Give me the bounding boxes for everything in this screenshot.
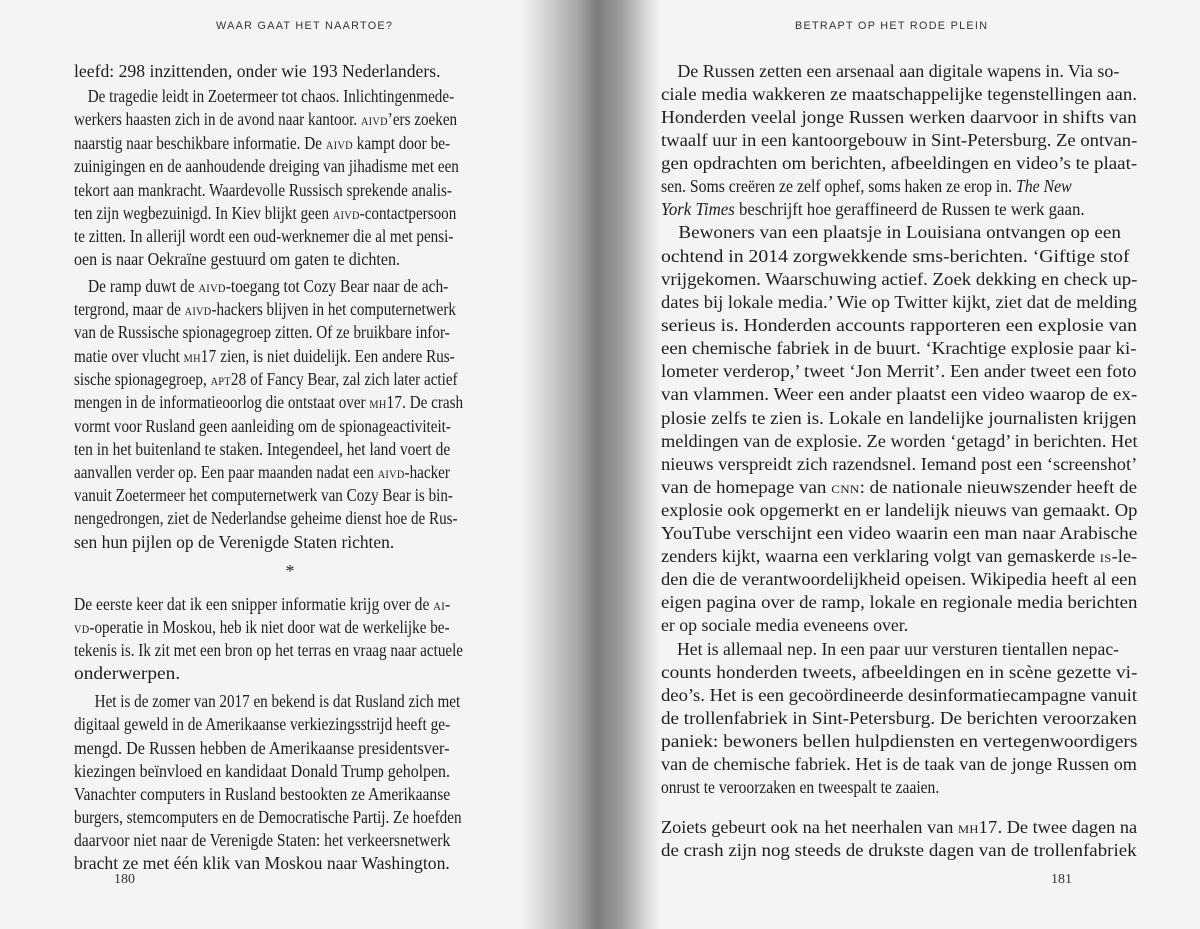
text-line: onderwerpen. — [74, 663, 181, 683]
text-line: plosie zelfs te zien is. Lokale en landelijke journalisten krijgen — [661, 408, 1137, 428]
text-line: burgers, stemcomputers en de Democratische Partij. Ze hoefden — [74, 807, 462, 827]
text-line: van de homepage van cnn: de nationale nieuwszender heeft de — [661, 477, 1138, 497]
text-line: aanvallen verder op. Een paar maanden nadat een aivd-hacker — [74, 462, 450, 482]
text-line: mengd. De Russen hebben de Amerikaanse presidentsver- — [74, 738, 450, 758]
text-line: zuinigingen en de aanhoudende dreiging van jihadisme met een — [74, 156, 459, 176]
text-line: digitaal geweld in de Amerikaanse verkiezingsstrijd heeft ge- — [74, 714, 451, 734]
text-line: ciale media wakkeren ze maatschappelijke tegenstellingen aan. — [661, 84, 1138, 104]
right-page-number: 181 — [1051, 872, 1072, 887]
text-line: van vlammen. Weer een ander plaatst een video waarop de ex- — [661, 384, 1138, 404]
text-line: YouTube verschijnt een video waarin een man naar Arabische — [661, 523, 1138, 543]
text-line: daarvoor niet naar de Verenigde Staten: het verkeersnetwerk — [74, 830, 451, 850]
text-line: De Russen zetten een arsenaal aan digitale wapens in. Via so- — [677, 61, 1120, 81]
text-line: bracht ze met één klik van Moskou naar Washington. — [74, 853, 450, 873]
text-line: * — [285, 561, 295, 581]
text-line: Vanachter computers in Rusland bestookten ze Amerikaanse — [74, 784, 451, 804]
text-line: gen opdrachten om berichten, afbeeldingen en video’s te plaat- — [661, 153, 1138, 173]
text-line: De ramp duwt de aivd-toegang tot Cozy Bear naar de ach- — [88, 276, 449, 296]
text-line: Bewoners van een plaatsje in Louisiana ontvangen op een — [678, 222, 1121, 242]
text-line: naarstig naar beschikbare informatie. De aivd kampt door be- — [74, 133, 451, 153]
text-line: kiezingen beïnvloed en kandidaat Donald Trump geholpen. — [74, 761, 450, 781]
text-line: er op sociale media eveneens over. — [661, 615, 909, 635]
text-line: de trollenfabriek in Sint-Petersburg. De berichten veroorzaken — [661, 708, 1137, 728]
text-line: meldingen van de explosie. Ze worden ‘getagd’ in berichten. Het — [661, 431, 1138, 451]
text-line: matie over vlucht mh17 zien, is niet duidelijk. Een andere Rus- — [74, 346, 455, 366]
text-line: van de Russische spionagegroep zitten. Of ze bruikbare infor- — [74, 322, 450, 342]
text-line: den die de verantwoordelijkheid opeisen. Wikipedia heeft al een — [661, 569, 1137, 589]
text-line: tekenis is. Ik zit met een bron op het terras en vraag naar actuele — [74, 640, 464, 660]
text-line: York Times beschrijft hoe geraffineerd de Russen te werk gaan. — [661, 199, 1085, 219]
text-line: explosie ook opgemerkt en er landelijk nieuws van gemaakt. Op — [661, 500, 1138, 520]
text-line: Het is allemaal nep. In een paar uur versturen tientallen nepac- — [677, 639, 1120, 659]
text-line: nieuws verspreidt zich razendsnel. Iemand post een ‘screenshot’ — [661, 454, 1138, 474]
text-line: van de chemische fabriek. Het is de taak van de jonge Russen om — [661, 754, 1137, 774]
text-line: ten in het buitenland te staken. Integendeel, het land voert de — [74, 439, 451, 459]
text-line: mengen in de informatieoorlog die ontstaat over mh17. De crash — [74, 392, 464, 412]
text-line: sen. Soms creëren ze zelf ophef, soms haken ze erop in. The New — [661, 176, 1072, 196]
text-line: te zitten. In allerijl wordt een oud-werknemer die al met pensi- — [74, 226, 454, 246]
text-line: deo’s. Het is een gecoördineerde desinformatiecampagne vanuit — [661, 685, 1138, 705]
text-line: oen is naar Oekraïne gestuurd om gaten te dichten. — [74, 249, 401, 269]
text-line: sische spionagegroep, apt28 of Fancy Bear, zal zich later actief — [74, 369, 458, 389]
text-line: Het is de zomer van 2017 en bekend is dat Rusland zich met — [94, 691, 461, 711]
text-line: paniek: bewoners bellen hulpdiensten en vertegenwoordigers — [661, 731, 1138, 751]
text-line: vrijgekomen. Waarschuwing actief. Zoek dekking en check up- — [661, 269, 1138, 289]
right-running-head: BETRAPT OP HET RODE PLEIN — [795, 20, 989, 32]
text-line: zenders kijkt, waarna een verklaring volgt van gemaskerde is-le- — [661, 546, 1138, 566]
text-line: dates bij lokale media.’ Wie op Twitter kijkt, ziet dat de melding — [661, 292, 1137, 312]
right-page — [620, 0, 1200, 929]
text-line: tekort aan mankracht. Waardevolle Russisch sprekende analis- — [74, 180, 452, 200]
italic-title: The New — [1012, 176, 1072, 196]
text-line: De tragedie leidt in Zoetermeer tot chaos. Inlichtingenmede- — [87, 86, 455, 106]
text-line: een chemische fabriek in de buurt. ‘Krachtige explosie paar ki- — [661, 338, 1137, 358]
left-page — [0, 0, 560, 929]
text-line: vanuit Zoetermeer het computernetwerk van Cozy Bear is bin- — [74, 485, 453, 505]
left-page-number: 180 — [114, 872, 135, 887]
text-line: Honderden veelal jonge Russen werken daarvoor in shifts van — [661, 107, 1137, 127]
text-line: leefd: 298 inzittenden, onder wie 193 Nederlanders. — [74, 61, 441, 81]
italic-title: York Times — [661, 199, 735, 219]
text-line: eigen pagina over de ramp, lokale en regionale media berichten — [661, 592, 1138, 612]
text-line: serieus is. Honderden accounts rapporteren een explosie van — [661, 315, 1138, 335]
text-line: de crash zijn nog steeds de drukste dagen van de trollenfabriek — [661, 840, 1137, 860]
text-line: De eerste keer dat ik een snipper informatie krijg over de ai- — [74, 594, 451, 614]
text-line: ochtend in 2014 zorgwekkende sms-berichten. ‘Giftige stof — [661, 246, 1130, 266]
text-line: vd-operatie in Moskou, heb ik niet door wat de werkelijke be- — [74, 617, 450, 637]
text-line: counts honderden tweets, afbeeldingen en in scène gezette vi- — [661, 662, 1138, 682]
text-line: lometer verderop,’ tweet ‘Jon Merrit’. Een ander tweet een foto — [661, 361, 1137, 381]
text-line: nengedrongen, ziet de Nederlandse geheime dienst hoe de Rus- — [74, 508, 458, 528]
text-line: onrust te veroorzaken en tweespalt te zaaien. — [661, 777, 940, 797]
text-line: werkers haasten zich in de avond naar kantoor. aivd’ers zoeken — [74, 109, 458, 129]
left-running-head: WAAR GAAT HET NAARTOE? — [216, 20, 394, 32]
text-line: Zoiets gebeurt ook na het neerhalen van mh17. De twee dagen na — [661, 817, 1138, 837]
text-line: sen hun pijlen op de Verenigde Staten richten. — [74, 532, 395, 552]
text-line: ten zijn wegbezuinigd. In Kiev blijkt geen aivd-contactpersoon — [74, 203, 457, 223]
text-line: vormt voor Rusland geen aanleiding om de spionageactiviteit- — [74, 416, 451, 436]
text-line: tergrond, maar de aivd-hackers blijven in het computernetwerk — [74, 299, 457, 319]
text-line: twaalf uur in een kantoorgebouw in Sint-Petersburg. Ze ontvan- — [661, 130, 1138, 150]
